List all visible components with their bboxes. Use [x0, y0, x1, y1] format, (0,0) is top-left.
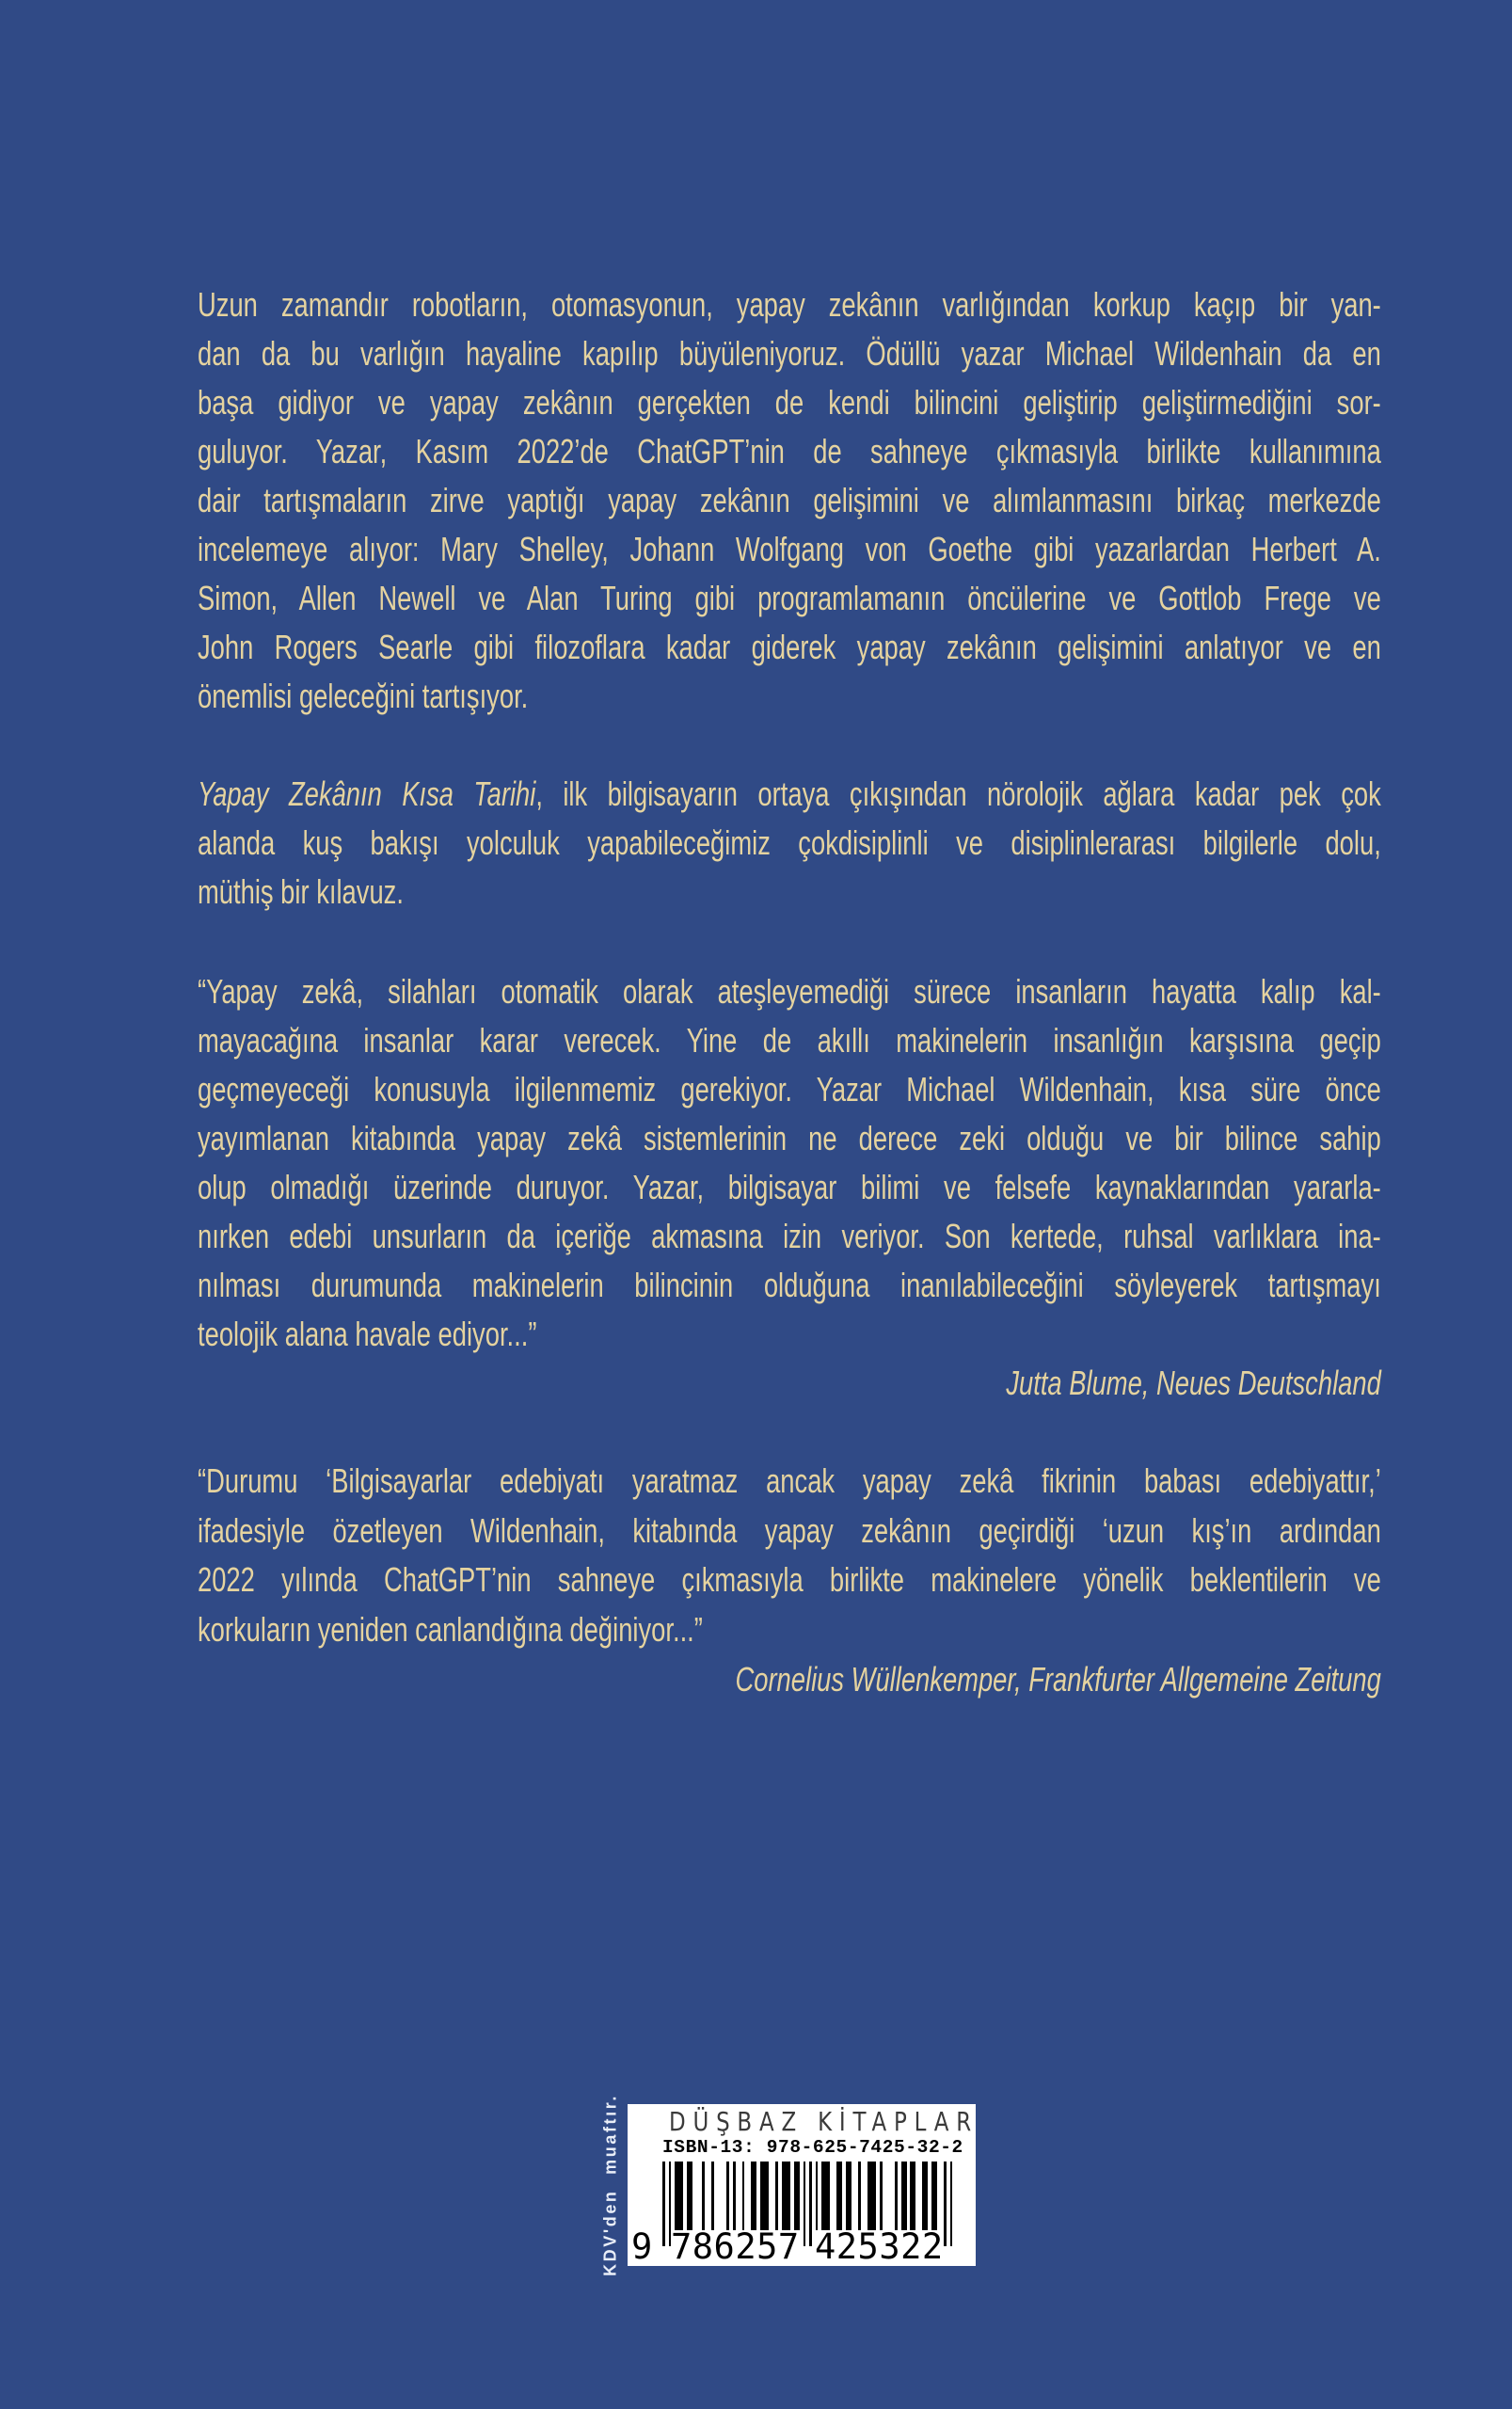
text-line: teolojik alana havale ediyor...” [198, 1315, 537, 1353]
barcode-left-digits: 786257 [671, 2226, 800, 2267]
barcode-bar [846, 2162, 851, 2230]
text-fragment: , ilk bilgisayarın ortaya çıkışından nörolojik ağlara kadar pek çok [535, 774, 1381, 813]
review-attribution: Jutta Blume, Neues Deutschland [1006, 1364, 1381, 1402]
barcode-guard-bar [950, 2162, 953, 2246]
isbn-label: ISBN-13: 978-625-7425-32-2 [662, 2137, 963, 2158]
barcode-bar [775, 2162, 778, 2230]
book-title: Yapay Zekânın Kısa Tarihi [198, 774, 536, 813]
text-line: mayacağına insanlar karar verecek. Yine de akıllı makinelerin insanlığın karşısına geçip [198, 1021, 1381, 1060]
barcode-bar [858, 2162, 861, 2230]
text-line: alanda kuş bakışı yolculuk yapabileceğimiz çokdisiplinli ve disiplinlerarası bilgilerle dolu, [198, 823, 1381, 862]
barcode-guard-bar [809, 2162, 812, 2246]
barcode-bar [711, 2162, 714, 2230]
text-line: 2022 yılında ChatGPT’nin sahneye çıkmasıyla birlikte makinelere yönelik beklentilerin ve [198, 1560, 1381, 1600]
text-line: olup olmadığı üzerinde duruyor. Yazar, bilgisayar bilimi ve felsefe kaynaklarından yararla- [198, 1168, 1381, 1206]
isbn-barcode [628, 2104, 979, 2267]
barcode-right-digits: 425322 [815, 2226, 944, 2267]
text-line: dair tartışmaların zirve yaptığı yapay zekânın gelişimini ve alımlanmasını birkaç merkezde [198, 481, 1381, 519]
barcode-bar [931, 2162, 937, 2230]
barcode-bar [726, 2162, 729, 2230]
barcode-bar [910, 2162, 915, 2230]
barcode-bar [880, 2162, 883, 2230]
review-quote-2 [198, 1457, 1381, 1704]
text-line: korkuların yeniden canlandığına değiniyor...” [198, 1610, 703, 1650]
barcode-bar [782, 2162, 790, 2230]
barcode-guard-bar [944, 2162, 947, 2246]
text-line: “Durumu ‘Bilgisayarlar edebiyatı yaratmaz ancak yapay zekâ fikrinin babası edebiyattır,’ [198, 1461, 1381, 1500]
publisher-name: DÜŞBAZ KİTAPLAR [669, 2106, 979, 2137]
barcode-bar [867, 2162, 876, 2230]
text-line [198, 770, 1381, 819]
barcode-bar [901, 2162, 907, 2230]
barcode-bar [702, 2162, 705, 2230]
review-attribution: Cornelius Wüllenkemper, Frankfurter Allgemeine Zeitung [735, 1659, 1381, 1699]
barcode-bar [760, 2162, 769, 2230]
text-line: başa gidiyor ve yapay zekânın gerçekten de kendi bilincini geliştirip geliştirmediğini sor- [198, 383, 1381, 422]
barcode-bar [836, 2162, 842, 2230]
barcode-guard-bar [804, 2162, 806, 2246]
text-line: ifadesiyle özetleyen Wildenhain, kitabında yapay zekânın geçirdiği ‘uzun kış’ın ardından [198, 1510, 1381, 1550]
text-line: nılması durumunda makinelerin bilincinin olduğuna inanılabileceğini söyleyerek tartışmayı [198, 1266, 1381, 1304]
text-line: önemlisi geleceğini tartışıyor. [198, 677, 529, 715]
barcode-bar [675, 2162, 683, 2230]
text-line: geçmeyeceği konusuyla ilgilenmemiz gerekiyor. Yazar Michael Wildenhain, kısa süre önce [198, 1070, 1381, 1109]
review-quote-1 [198, 967, 1381, 1408]
text-line: Uzun zamandır robotların, otomasyonun, yapay zekânın varlığından korkup kaçıp bir yan- [198, 285, 1381, 324]
blurb-paragraph-2 [198, 770, 1381, 917]
barcode-bar [895, 2162, 898, 2230]
text-line: yayımlanan kitabında yapay zekâ sistemlerinin ne derece zeki olduğu ve bir bilince sahip [198, 1119, 1381, 1157]
blurb-paragraph-1 [198, 280, 1381, 721]
barcode-first-digit: 9 [631, 2226, 653, 2267]
barcode-bar [687, 2162, 692, 2230]
barcode-bar [742, 2162, 745, 2230]
barcode-guard-bar [662, 2162, 665, 2246]
text-line: guluyor. Yazar, Kasım 2022’de ChatGPT’nin de sahneye çıkmasıyla birlikte kullanımına [198, 432, 1381, 471]
text-line: John Rogers Searle gibi filozoflara kadar giderek yapay zekânın gelişimini anlatıyor ve en [198, 628, 1381, 666]
text-line: Simon, Allen Newell ve Alan Turing gibi programlamanın öncülerine ve Gottlob Frege ve [198, 579, 1381, 617]
barcode-bar [733, 2162, 736, 2230]
tax-exempt-note [600, 2094, 620, 2276]
barcode-bar [794, 2162, 800, 2230]
barcode-bar [816, 2162, 819, 2230]
text-line: müthiş bir kılavuz. [198, 872, 404, 911]
text-line: nırken edebi unsurların da içeriğe akmasına izin veriyor. Son kertede, ruhsal varlıklara ina- [198, 1217, 1381, 1255]
text-line: dan da bu varlığın hayaline kapılıp büyüleniyoruz. Ödüllü yazar Michael Wildenhain da en [198, 334, 1381, 373]
barcode-bar [922, 2162, 928, 2230]
barcode-bar [821, 2162, 830, 2230]
text-line: “Yapay zekâ, silahları otomatik olarak ateşleyemediği sürece insanların hayatta kalıp kal- [198, 972, 1381, 1011]
text-line: incelemeye alıyor: Mary Shelley, Johann Wolfgang von Goethe gibi yazarlardan Herbert A. [198, 530, 1381, 568]
tax-exempt-text: KDV'den muaftır. [600, 2094, 620, 2276]
barcode-bar [751, 2162, 756, 2230]
